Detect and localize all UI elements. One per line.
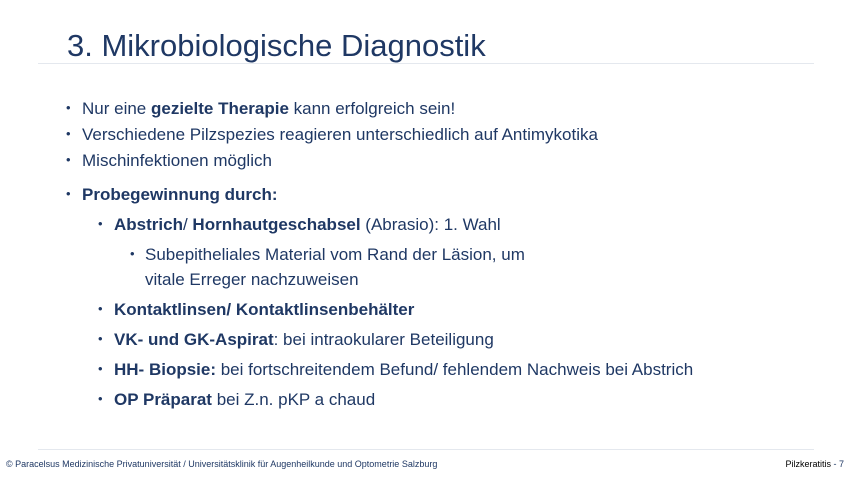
bullet-dot-icon: • xyxy=(66,100,71,115)
slide-title: 3. Mikrobiologische Diagnostik xyxy=(67,28,486,63)
footer-copyright: © Paracelsus Medizinische Privatuniversität / Universitätsklinik für Augenheilkunde und Optometrie Salzburg xyxy=(6,459,438,469)
sub-bullet-item: • OP Präparat bei Z.n. pKP a chaud xyxy=(114,387,375,413)
bullet-dot-icon: • xyxy=(98,361,103,376)
footer-deck-title: Pilzkeratitis xyxy=(785,459,831,469)
bullet-dot-icon: • xyxy=(98,331,103,346)
footer-page-number: 7 xyxy=(838,459,844,469)
bullet-item: • Verschiedene Pilzspezies reagieren unterschiedlich auf Antimykotika xyxy=(82,122,598,148)
bullet-dot-icon: • xyxy=(66,152,71,167)
sub-bullet-item: • Abstrich/ Hornhautgeschabsel (Abrasio): 1. Wahl xyxy=(114,212,501,238)
footer-divider xyxy=(38,449,814,450)
footer-separator: - xyxy=(830,459,839,469)
bullet-dot-icon: • xyxy=(98,216,103,231)
bullet-dot-icon: • xyxy=(66,126,71,141)
bullet-dot-icon: • xyxy=(98,301,103,316)
sub-sub-bullet-continuation: vitale Erreger nachzuweisen xyxy=(145,270,359,289)
bullet-dot-icon: • xyxy=(98,391,103,406)
bullet-item: • Nur eine gezielte Therapie kann erfolgreich sein! xyxy=(82,96,455,122)
bullet-item: • Mischinfektionen möglich xyxy=(82,148,272,174)
footer-page-info xyxy=(785,457,844,471)
bullet-dot-icon: • xyxy=(130,246,135,261)
sub-sub-bullet-item: • Subepitheliales Material vom Rand der Läsion, um xyxy=(145,242,525,268)
sub-bullet-item: • Kontaktlinsen/ Kontaktlinsenbehälter xyxy=(114,297,414,323)
bullet-item: • Probegewinnung durch: xyxy=(82,182,278,208)
sub-bullet-item: • VK- und GK-Aspirat: bei intraokularer Beteiligung xyxy=(114,327,494,353)
sub-bullet-item: • HH- Biopsie: bei fortschreitendem Befund/ fehlendem Nachweis bei Abstrich xyxy=(114,357,693,383)
bullet-dot-icon: • xyxy=(66,186,71,201)
